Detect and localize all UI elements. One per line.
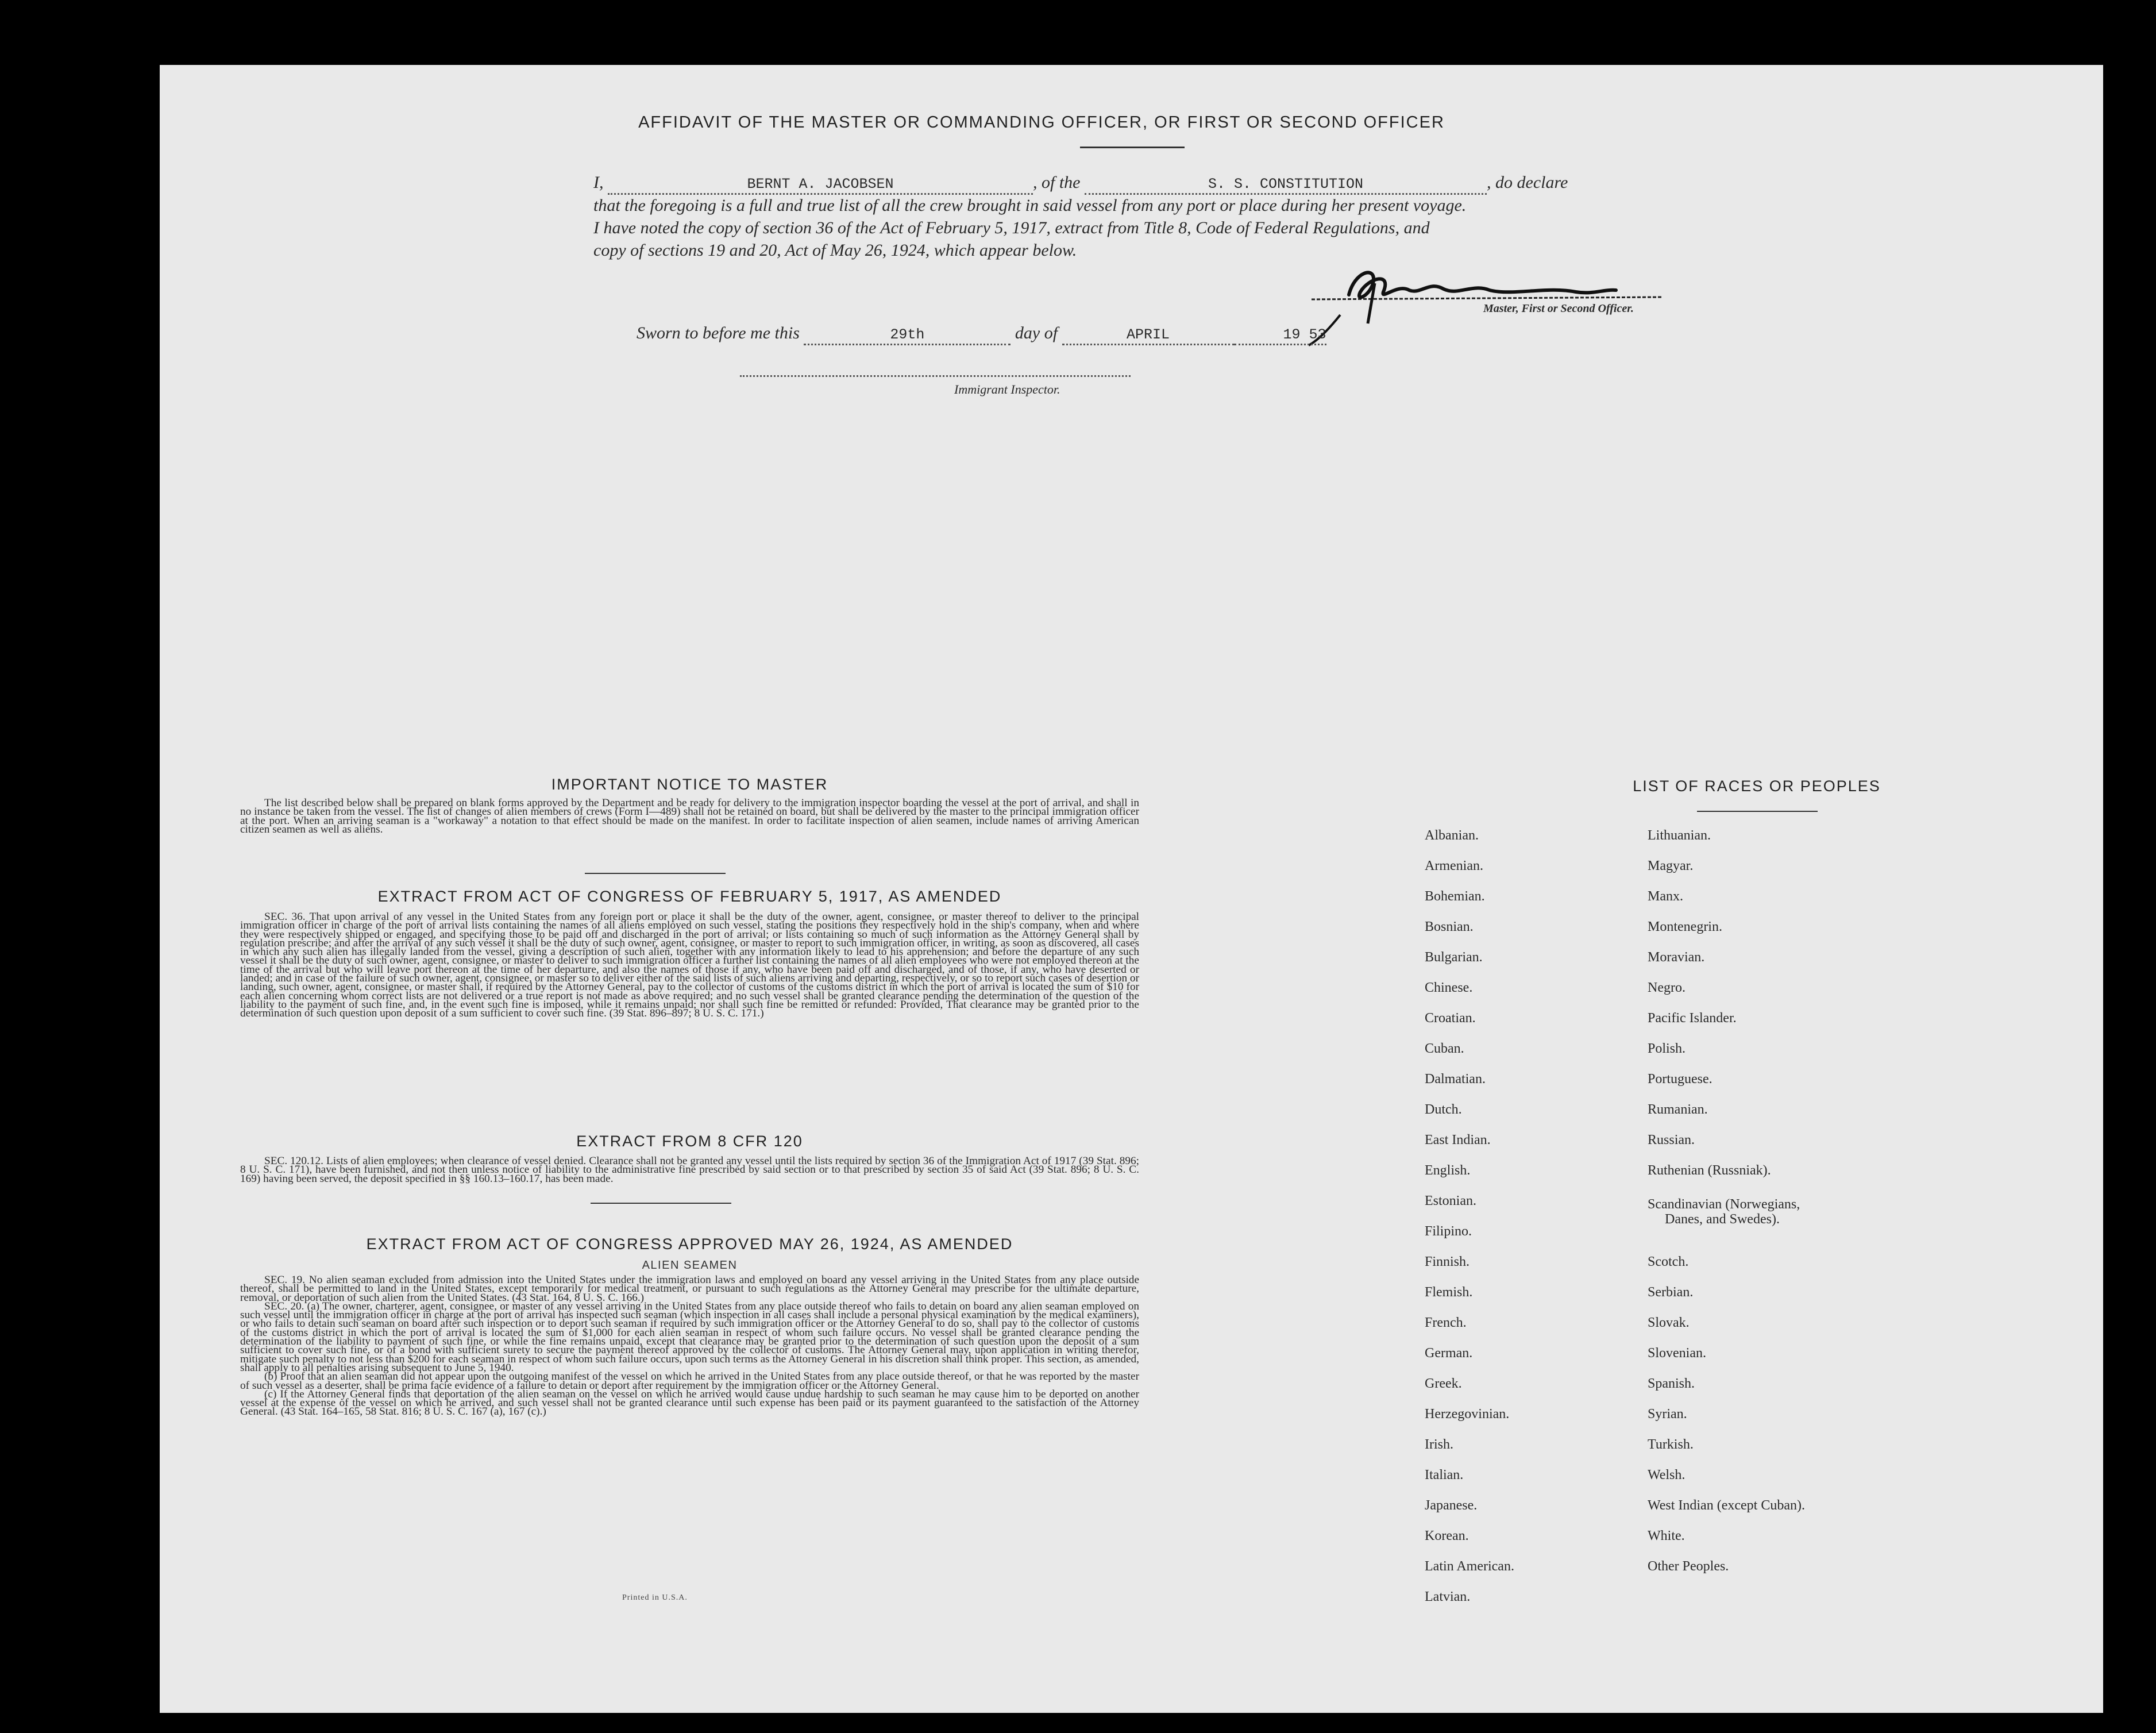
affidavit-title: AFFIDAVIT OF THE MASTER OR COMMANDING OFFICER, OR FIRST OR SECOND OFFICER bbox=[638, 113, 1445, 132]
races-heading: LIST OF RACES OR PEOPLES bbox=[1633, 777, 1881, 795]
race-item: Herzegovinian. bbox=[1425, 1407, 1510, 1422]
declaration-line-3: I have noted the copy of section 36 of the Act of February 5, 1917, extract from Title 8, Code of Federal Regulations, and bbox=[593, 218, 1430, 237]
race-item: Armenian. bbox=[1425, 858, 1483, 873]
master-name-field: BERNT A. JACOBSEN bbox=[608, 176, 1033, 195]
race-item: West Indian (except Cuban). bbox=[1648, 1498, 1805, 1513]
declaration-line-1 bbox=[593, 173, 1568, 195]
race-item: Dalmatian. bbox=[1425, 1072, 1486, 1087]
race-item: Bosnian. bbox=[1425, 919, 1474, 934]
inspector-label: Immigrant Inspector. bbox=[954, 382, 1060, 396]
race-item: Slovak. bbox=[1648, 1315, 1690, 1330]
race-item: Rumanian. bbox=[1648, 1102, 1708, 1117]
race-item: Cuban. bbox=[1425, 1041, 1464, 1056]
sworn-label: Sworn to before me this bbox=[637, 324, 800, 342]
sworn-month-field: APRIL bbox=[1062, 326, 1235, 345]
race-item: Negro. bbox=[1648, 980, 1686, 995]
section-20c-paragraph: (c) If the Attorney General finds that deportation of the alien seaman on the vessel on which he arrived would cause undue hardship to such seaman he may cause him to be deported on another vessel at the expense of the vessel on which he arrived, and such vessel shall not be granted clearance until such expense has been paid or its payment guaranteed to the satisfaction of the Attorney General. (43 Stat. 164–165, 58 Stat. 816; 8 U. S. C. 167 (a), 167 (c).) bbox=[240, 1388, 1139, 1418]
notice-paragraph: The list described below shall be prepared on blank forms approved by the Department and be ready for delivery to the immigration inspector boarding the vessel at the port of arrival, and shall in no instance be taken from the vessel. The list of changes of alien members of crews (Form I—489) shall not be retained on board, but shall be delivered by the master to the principal immigration officer at the port. When an arriving seaman is a "workaway" a notation to that effect should be made on the manifest. In order to facilitate inspection of alien seamen, include names of arriving American citizen seamen as well as aliens. bbox=[240, 797, 1139, 835]
sworn-day-field: 29th bbox=[804, 326, 1010, 345]
of-the-label: , of the bbox=[1033, 173, 1081, 192]
day-of-label: day of bbox=[1015, 324, 1058, 342]
race-item: Lithuanian. bbox=[1648, 828, 1711, 843]
printed-in-usa: Printed in U.S.A. bbox=[622, 1593, 688, 1602]
races-underline bbox=[1697, 811, 1818, 812]
race-item: Italian. bbox=[1425, 1468, 1464, 1482]
race-item: Finnish. bbox=[1425, 1254, 1470, 1269]
section-120-12-paragraph: SEC. 120.12. Lists of alien employees; when clearance of vessel denied. Clearance shall not be granted any vessel until the lists required by section 36 of the Immigration Act of 1917 (39 Stat. 896; 8 U. S. C. 171), have been furnished, and not then unless notice of liability to the administrative fine prescribed by said section or to that prescribed by section 35 of said Act (39 Stat. 896; 8 U. S. C. 169) having been served, the deposit specified in §§ 160.13–160.17, has been made. bbox=[240, 1155, 1139, 1185]
race-item: Latin American. bbox=[1425, 1559, 1514, 1574]
cfr-divider bbox=[591, 1203, 731, 1204]
race-item: Other Peoples. bbox=[1648, 1559, 1729, 1574]
race-item: Chinese. bbox=[1425, 980, 1473, 995]
extract-8cfr-heading: EXTRACT FROM 8 CFR 120 bbox=[576, 1133, 803, 1150]
race-item: Polish. bbox=[1648, 1041, 1686, 1056]
race-item: Latvian. bbox=[1425, 1589, 1471, 1604]
race-item: German. bbox=[1425, 1346, 1473, 1361]
race-item: Estonian. bbox=[1425, 1193, 1476, 1208]
declaration-line-4: copy of sections 19 and 20, Act of May 26, 1924, which appear below. bbox=[593, 241, 1077, 260]
race-item: Spanish. bbox=[1648, 1376, 1695, 1391]
extract-1917-heading: EXTRACT FROM ACT OF CONGRESS OF FEBRUARY 5, 1917, AS AMENDED bbox=[377, 888, 1002, 905]
title-underline bbox=[1080, 147, 1185, 148]
race-item: Manx. bbox=[1648, 889, 1683, 904]
race-item: Moravian. bbox=[1648, 950, 1705, 965]
race-item: Russian. bbox=[1648, 1133, 1695, 1147]
race-item: Japanese. bbox=[1425, 1498, 1478, 1513]
race-item: Flemish. bbox=[1425, 1285, 1473, 1300]
race-item: White. bbox=[1648, 1528, 1685, 1543]
sworn-year-field: 19 53 bbox=[1235, 326, 1326, 345]
race-item: Greek. bbox=[1425, 1376, 1462, 1391]
race-item: Montenegrin. bbox=[1648, 919, 1722, 934]
race-item: Slovenian. bbox=[1648, 1346, 1706, 1361]
extract-1924-text bbox=[240, 1276, 1139, 1416]
race-item: Pacific Islander. bbox=[1648, 1011, 1737, 1026]
extract-1924-heading: EXTRACT FROM ACT OF CONGRESS APPROVED MAY 26, 1924, AS AMENDED bbox=[366, 1235, 1013, 1253]
race-item: Korean. bbox=[1425, 1528, 1469, 1543]
race-item: Portuguese. bbox=[1648, 1072, 1713, 1087]
extract-1917-text bbox=[240, 912, 1139, 1018]
inspector-signature-line bbox=[740, 375, 1131, 377]
section-20b-paragraph: (b) Proof that an alien seaman did not appear upon the outgoing manifest of the vessel on which he arrived in the United States from any place outside thereof, or that he was reported by the master of such vessel as a deserter, shall be prima facie evidence of a failure to detain or deport after requirement by the immigration officer or the Attorney General. bbox=[240, 1370, 1139, 1392]
race-item: Scotch. bbox=[1648, 1254, 1689, 1269]
sworn-line bbox=[637, 324, 1326, 345]
notice-divider bbox=[585, 873, 726, 874]
alien-seamen-subheading: ALIEN SEAMEN bbox=[642, 1259, 738, 1272]
race-item: Dutch. bbox=[1425, 1102, 1462, 1117]
race-item: East Indian. bbox=[1425, 1133, 1491, 1147]
i-label: I, bbox=[593, 173, 604, 192]
document-page bbox=[160, 65, 2103, 1713]
section-36-paragraph: SEC. 36. That upon arrival of any vessel in the United States from any foreign port or place it shall be the duty of the owner, agent, consignee, or master thereof to deliver to the principal immigration officer in charge of the port of arrival lists containing the names of all aliens employed on such vessel, stating the positions they respectively hold in the ship's company, when and where they were respectively shipped or engaged, and specifying those to be paid off and discharged in the port of arrival; or lists containing so much of such information as the Attorney General shall by regulation prescribe; and after the arrival of any such vessel it shall be the duty of such owner, agent, consignee, or master to report to such immigration officer, in writing, as soon as discovered, all cases in which any such alien has illegally landed from the vessel, giving a description of such alien, together with any information likely to lead to his apprehension; and before the departure of any such vessel it shall be the duty of such owner, agent, consignee, or master to deliver to such immigration officer a further list containing the names of all alien employees who were not employed thereon at the time of the arrival but who will leave port thereon at the time of her departure, and also the names of those if any, who have been paid off and discharged, and of those, if any, who have deserted or landed; and in case of the failure of such owner, agent, consignee, or master so to deliver either of the said lists of such aliens arriving and departing, respectively, or so to report such cases of desertion or landing, such owner, agent, consignee, or master shall, if required by the Attorney General, pay to the collector of customs of the customs district in which the port of arrival is located the sum of $10 for each alien concerning whom correct lists are not delivered or a true report is not made as above required; and no such vessel shall be granted clearance pending the determination of the question of the liability to the payment of such fine, and, in the event such fine is imposed, while it remains unpaid; nor shall such fine be remitted or refunded: Provided, That clearance may be granted prior to the determination of such question upon deposit of a sum sufficient to cover such fine. (39 Stat. 896–897; 8 U. S. C. 171.) bbox=[240, 911, 1139, 1020]
section-20a-paragraph: SEC. 20. (a) The owner, charterer, agent, consignee, or master of any vessel arriving in the United States from any place outside thereof who fails to detain on board any alien seaman employed on such vessel until the immigration officer in charge at the port of arrival has inspected such seaman (which inspection in all cases shall include a personal physical examination by the medical examiners), or who fails to detain such seaman on board after such inspection or to deport such seaman if required by such immigration officer or the Attorney General to do so, shall pay to the collector of customs of the customs district in which the port of arrival is located the sum of $1,000 for each alien seaman in respect of whom such failure occurs. No vessel shall be granted clearance pending the determination of the liability to payment of such fine, or while the fine remains unpaid, except that clearance may be granted prior to the determination of such question upon the deposit of a sum sufficient to cover such fine, or of a bond with sufficient surety to secure the payment thereof approved by the collector of customs. The Attorney General may, upon application in writing therefor, mitigate such penalty to not less than $200 for each seaman in respect of whom such failure occurs, upon such terms as the Attorney General in his discretion shall think proper. This section, as amended, shall apply to all penalties arising subsequent to June 5, 1940. bbox=[240, 1300, 1139, 1374]
race-item: Welsh. bbox=[1648, 1468, 1686, 1482]
race-item: Danes, and Swedes). bbox=[1665, 1212, 1780, 1227]
notice-text bbox=[240, 799, 1139, 834]
signature-caption: Master, First or Second Officer. bbox=[1483, 302, 1634, 315]
section-19-paragraph: SEC. 19. No alien seaman excluded from admission into the United States under the immigration laws and employed on board any vessel arriving in the United States from any place outside thereof, shall be permitted to land in the United States, except temporarily for medical treatment, or pursuant to such regulations as the Attorney General may prescribe for the ultimate departure, removal, or deportation of such alien from the United States. (43 Stat. 164, 8 U. S. C. 166.) bbox=[240, 1274, 1139, 1304]
notice-heading: IMPORTANT NOTICE TO MASTER bbox=[551, 776, 828, 793]
race-item: Irish. bbox=[1425, 1437, 1453, 1452]
do-declare-label: , do declare bbox=[1487, 173, 1568, 192]
race-item: Croatian. bbox=[1425, 1011, 1476, 1026]
race-item: Turkish. bbox=[1648, 1437, 1694, 1452]
race-item: Syrian. bbox=[1648, 1407, 1687, 1422]
declaration-line-2: that the foregoing is a full and true list of all the crew brought in said vessel from any port or place during her present voyage. bbox=[593, 196, 1467, 215]
race-item: Scandinavian (Norwegians, bbox=[1648, 1197, 1800, 1212]
race-item: Serbian. bbox=[1648, 1285, 1694, 1300]
race-item: French. bbox=[1425, 1315, 1467, 1330]
race-item: Bohemian. bbox=[1425, 889, 1485, 904]
race-item: Bulgarian. bbox=[1425, 950, 1483, 965]
race-item: English. bbox=[1425, 1163, 1471, 1178]
race-item: Filipino. bbox=[1425, 1224, 1472, 1239]
race-item: Albanian. bbox=[1425, 828, 1479, 843]
race-item: Ruthenian (Russniak). bbox=[1648, 1163, 1771, 1178]
extract-8cfr-text bbox=[240, 1157, 1139, 1183]
race-item: Magyar. bbox=[1648, 858, 1694, 873]
vessel-name-field: S. S. CONSTITUTION bbox=[1085, 176, 1487, 195]
